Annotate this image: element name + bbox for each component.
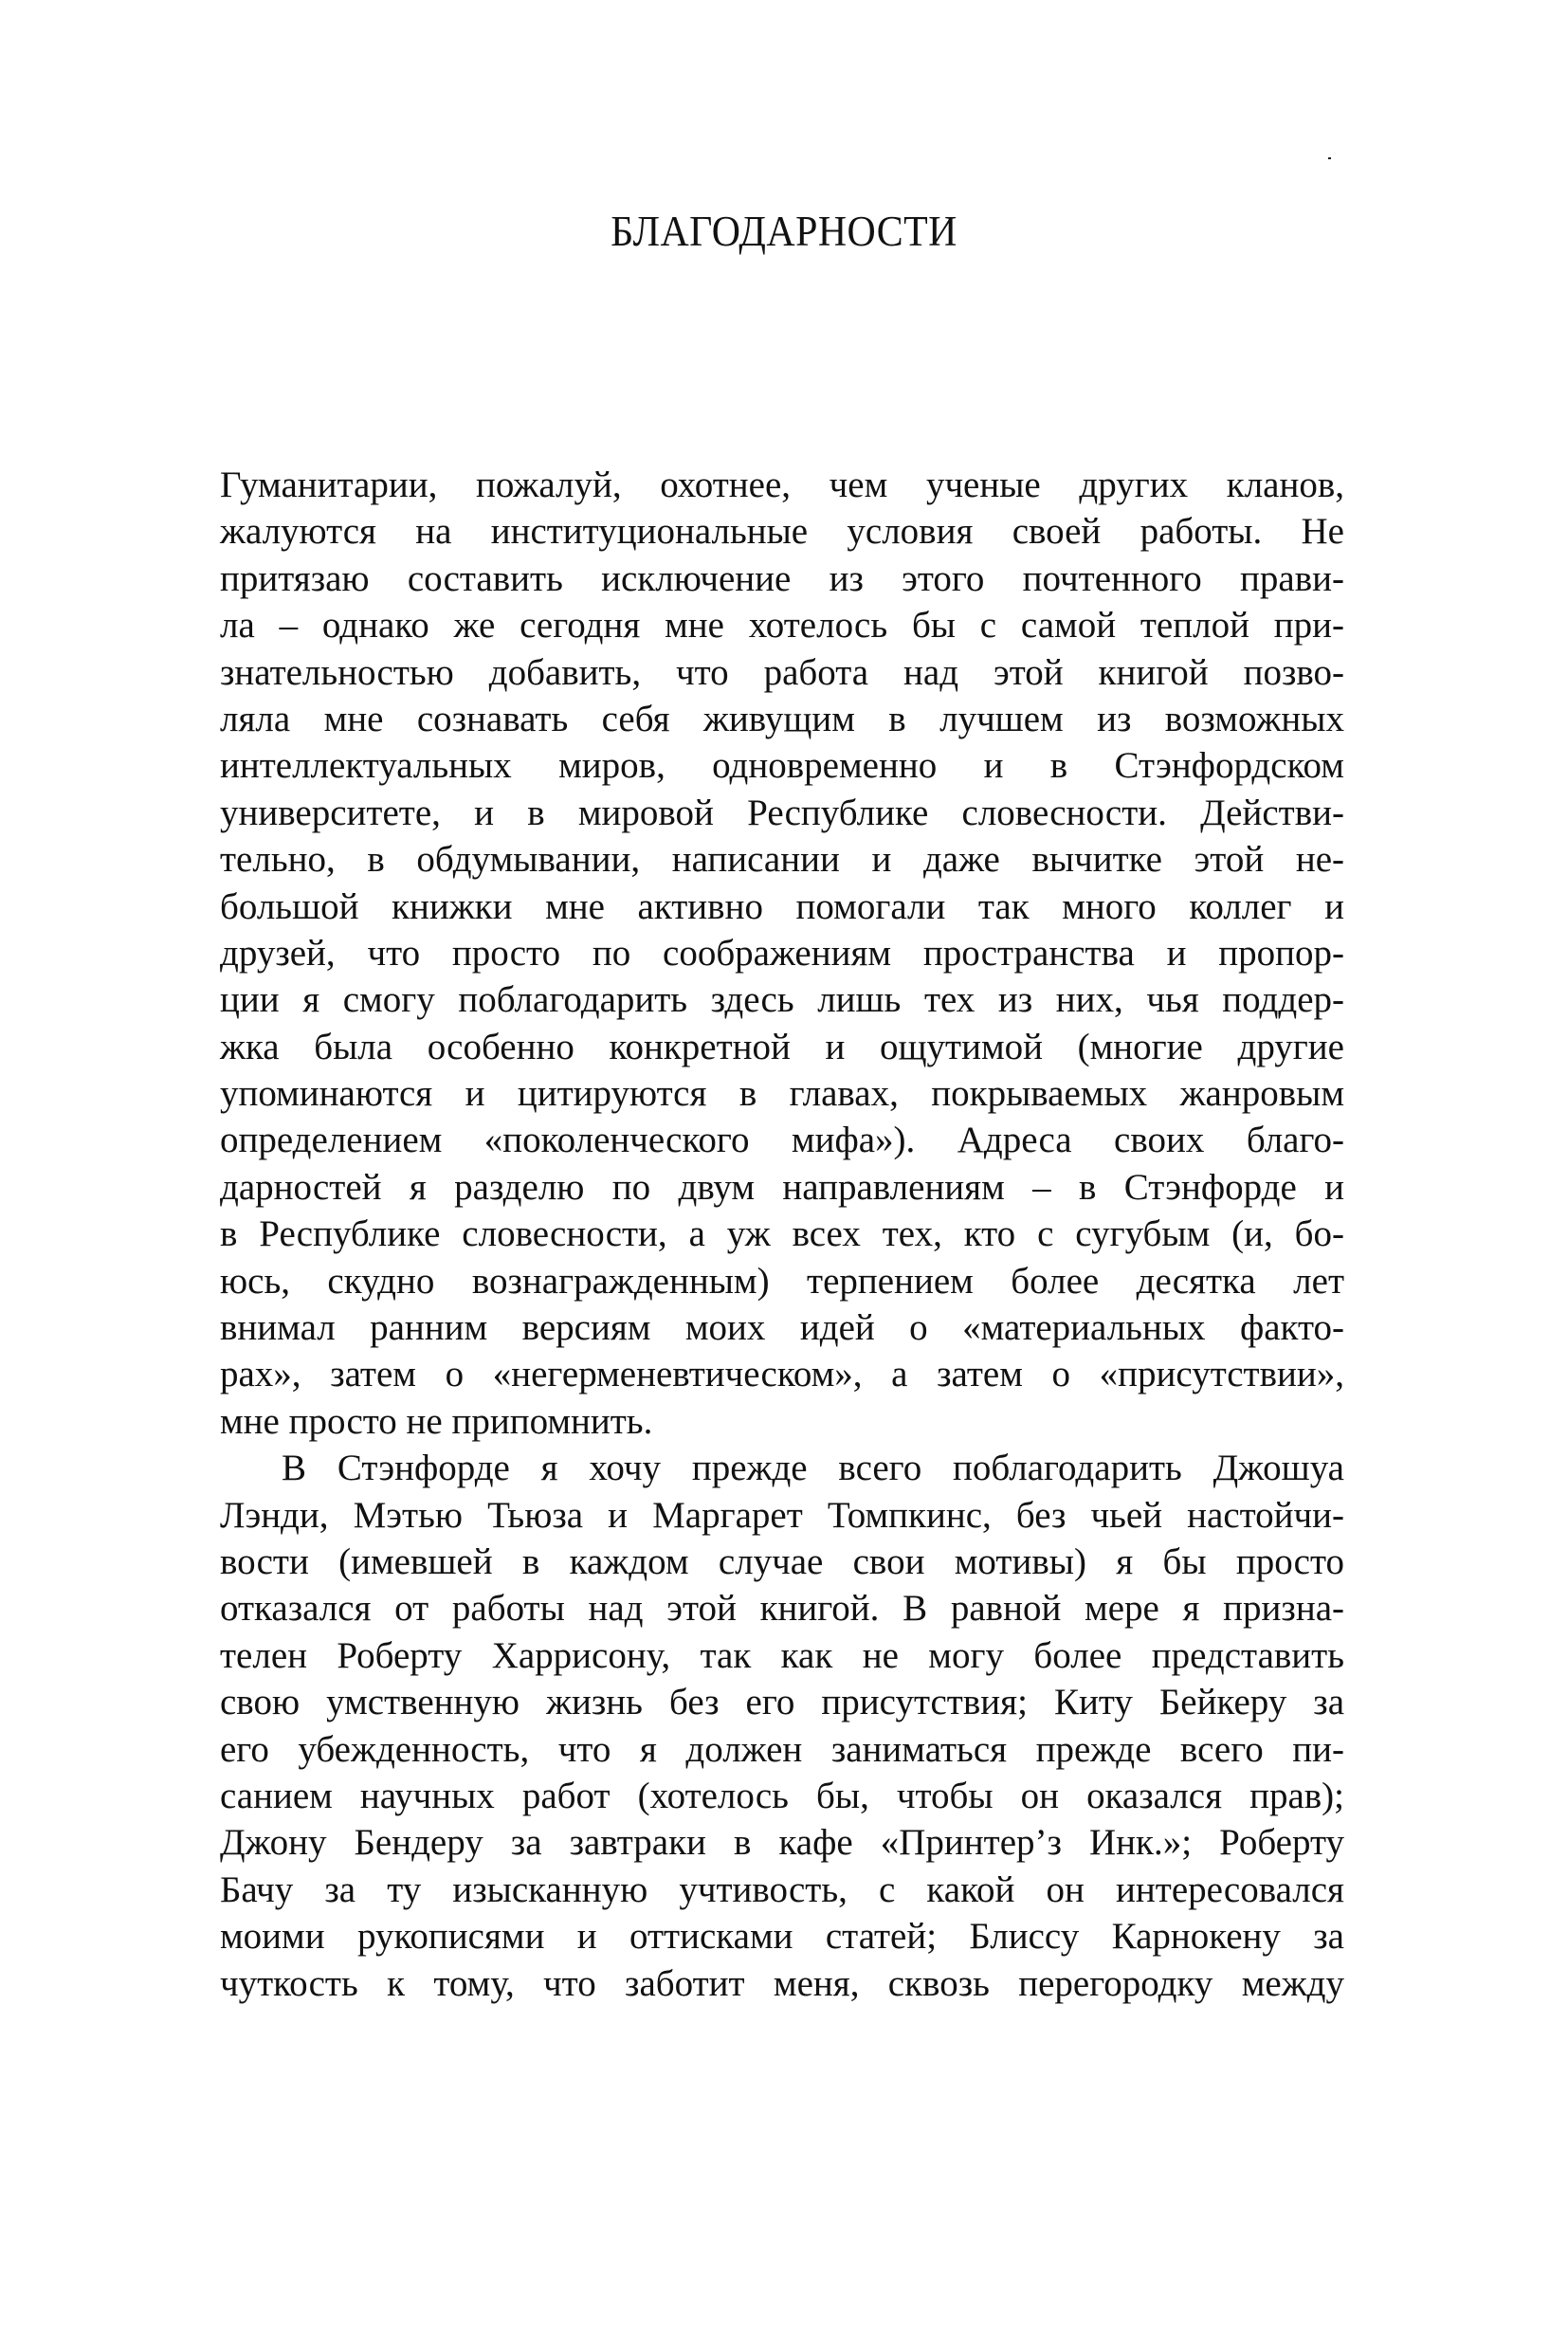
text-line: юсь, скудно вознагражденным) терпением более десятка лет: [220, 1260, 1344, 1302]
text-line: Джону Бендеру за завтраки в кафе «Принтер’з Инк.»; Роберту: [220, 1822, 1344, 1864]
text-line: в Республике словесности, а уж всех тех, кто с сугубым (и, бо-: [220, 1213, 1344, 1255]
text-line: Лэнди, Мэтью Тьюза и Маргарет Томпкинс, без чьей настойчи-: [220, 1494, 1344, 1536]
text-line: университете, и в мировой Республике словесности. Действи-: [220, 792, 1344, 833]
text-line: знательностью добавить, что работа над этой книгой позво-: [220, 651, 1344, 693]
text-line: Гуманитарии, пожалуй, охотнее, чем ученые других кланов,: [220, 465, 1344, 505]
text-line: чуткость к тому, что заботит меня, сквозь перегородку между: [220, 1962, 1344, 2004]
text-line: упоминаются и цитируются в главах, покрываемых жанровым: [220, 1073, 1344, 1115]
text-line: санием научных работ (хотелось бы, чтобы он оказался прав);: [220, 1775, 1344, 1816]
text-line: вости (имевшей в каждом случае свои мотивы) я бы просто: [220, 1540, 1344, 1582]
body-text: [220, 462, 1344, 2007]
text-line: интеллектуальных миров, одновременно и в Стэнфордском: [220, 745, 1344, 787]
text-line: В Стэнфорде я хочу прежде всего поблагодарить Джошуа: [282, 1448, 1344, 1489]
paragraph-2: [220, 1445, 1344, 2007]
text-line: моими рукописями и оттисками статей; Блиссу Карнокену за: [220, 1916, 1344, 1958]
text-line: большой книжки мне активно помогали так много коллег и: [220, 885, 1344, 927]
text-line: тельно, в обдумывании, написании и даже вычитке этой не-: [220, 839, 1344, 881]
text-line: Бачу за ту изысканную учтивость, с какой он интересовался: [220, 1868, 1344, 1910]
corner-mark: [1328, 157, 1331, 159]
chapter-title: БЛАГОДАРНОСТИ: [611, 208, 957, 255]
text-line: ции я смогу поблагодарить здесь лишь тех из них, чья поддер-: [220, 979, 1344, 1021]
text-line: друзей, что просто по соображениям пространства и пропор-: [220, 932, 1344, 974]
text-line: его убежденность, что я должен заниматься прежде всего пи-: [220, 1728, 1344, 1770]
text-line: жка была особенно конкретной и ощутимой (многие другие: [220, 1026, 1344, 1067]
text-line: ла – однако же сегодня мне хотелось бы с самой теплой при-: [220, 605, 1344, 647]
text-line: определением «поколенческого мифа»). Адреса своих благо-: [220, 1120, 1344, 1161]
text-line: телен Роберту Харрисону, так как не могу более представить: [220, 1634, 1344, 1676]
paragraph-1: [220, 462, 1344, 1445]
text-line: мне просто не припомнить.: [220, 1400, 653, 1442]
text-line: дарностей я разделю по двум направлениям – в Стэнфорде и: [220, 1166, 1344, 1208]
text-line: свою умственную жизнь без его присутствия; Киту Бейкеру за: [220, 1682, 1344, 1723]
text-line: рах», затем о «негерменевтическом», а затем о «присутствии»,: [220, 1354, 1344, 1395]
text-line: отказался от работы над этой книгой. В равной мере я призна-: [220, 1588, 1344, 1630]
text-line: ляла мне сознавать себя живущим в лучшем из возможных: [220, 698, 1344, 739]
text-line: жалуются на институциональные условия своей работы. Не: [220, 511, 1344, 553]
text-line: внимал ранним версиям моих идей о «материальных факто-: [220, 1307, 1344, 1349]
text-line: притязаю составить исключение из этого почтенного прави-: [220, 557, 1344, 599]
